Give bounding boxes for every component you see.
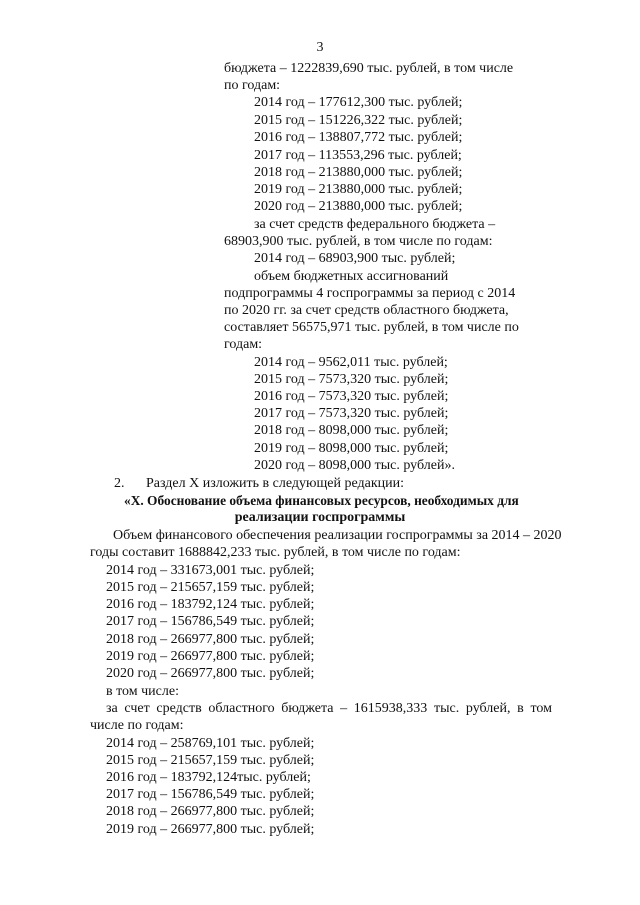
item-text: Раздел X изложить в следующей редакции: — [146, 476, 404, 491]
volume-line-1: объем бюджетных ассигнований — [254, 269, 449, 284]
year-line: 2015 год – 151226,322 тыс. рублей; — [254, 113, 463, 128]
volume-line-3: по 2020 гг. за счет средств областного бюджета, — [224, 303, 509, 318]
page-number: 3 — [316, 40, 324, 55]
year-line: 2020 год – 8098,000 тыс. рублей». — [254, 458, 455, 473]
year-line: 2016 год – 183792,124 тыс. рублей; — [106, 597, 315, 612]
volume-line-2: подпрограммы 4 госпрограммы за период с 2014 — [224, 286, 516, 301]
including-label: в том числе: — [106, 684, 179, 699]
year-line: 2016 год – 7573,320 тыс. рублей; — [254, 389, 449, 404]
year-line: 2014 год – 331673,001 тыс. рублей; — [106, 563, 315, 578]
budget-line: бюджета – 1222839,690 тыс. рублей, в том числе — [224, 61, 514, 76]
year-line: 2014 год – 9562,011 тыс. рублей; — [254, 355, 448, 370]
year-line: 2019 год – 266977,800 тыс. рублей; — [106, 649, 315, 664]
year-line: 2017 год – 7573,320 тыс. рублей; — [254, 406, 449, 421]
year-line: 2018 год – 266977,800 тыс. рублей; — [106, 632, 315, 647]
year-line: 2015 год – 215657,159 тыс. рублей; — [106, 753, 315, 768]
year-line: 2017 год – 113553,296 тыс. рублей; — [254, 148, 462, 163]
federal-line-1: за счет средств федерального бюджета – — [254, 217, 496, 232]
year-line: 2016 год – 138807,772 тыс. рублей; — [254, 130, 463, 145]
year-line: 2018 год – 266977,800 тыс. рублей; — [106, 804, 315, 819]
regional-line-2: числе по годам: — [90, 718, 184, 733]
volume-line-4: составляет 56575,971 тыс. рублей, в том числе по — [224, 320, 519, 335]
year-line: 2020 год – 266977,800 тыс. рублей; — [106, 666, 315, 681]
year-line: 2016 год – 183792,124тыс. рублей; — [106, 770, 311, 785]
intro-line-1: Объем финансового обеспечения реализации госпрограммы за 2014 – 2020 — [113, 528, 562, 543]
year-line: 2018 год – 213880,000 тыс. рублей; — [254, 165, 463, 180]
federal-year-line: 2014 год – 68903,900 тыс. рублей; — [254, 251, 456, 266]
year-line: 2019 год – 8098,000 тыс. рублей; — [254, 441, 449, 456]
volume-line-5: годам: — [224, 337, 263, 352]
year-line: 2015 год – 215657,159 тыс. рублей; — [106, 580, 315, 595]
year-line: 2018 год – 8098,000 тыс. рублей; — [254, 423, 449, 438]
year-line: 2019 год – 213880,000 тыс. рублей; — [254, 182, 463, 197]
intro-line-2: годы составит 1688842,233 тыс. рублей, в том числе по годам: — [90, 545, 461, 560]
regional-line-1: за счет средств областного бюджета – 1615938,333 тыс. рублей, в том — [106, 701, 552, 716]
year-line: 2015 год – 7573,320 тыс. рублей; — [254, 372, 449, 387]
year-line: 2020 год – 213880,000 тыс. рублей; — [254, 199, 463, 214]
year-line: 2017 год – 156786,549 тыс. рублей; — [106, 787, 315, 802]
section-heading-line-1: «X. Обоснование объема финансовых ресурсов, необходимых для — [124, 493, 519, 508]
by-years-label: по годам: — [224, 78, 281, 93]
year-line: 2017 год – 156786,549 тыс. рублей; — [106, 614, 315, 629]
year-line: 2019 год – 266977,800 тыс. рублей; — [106, 822, 315, 837]
federal-line-2: 68903,900 тыс. рублей, в том числе по годам: — [224, 234, 493, 249]
section-heading-line-2: реализации госпрограммы — [234, 510, 406, 525]
year-line: 2014 год – 177612,300 тыс. рублей; — [254, 95, 463, 110]
year-line: 2014 год – 258769,101 тыс. рублей; — [106, 736, 315, 751]
item-number: 2. — [114, 476, 125, 491]
